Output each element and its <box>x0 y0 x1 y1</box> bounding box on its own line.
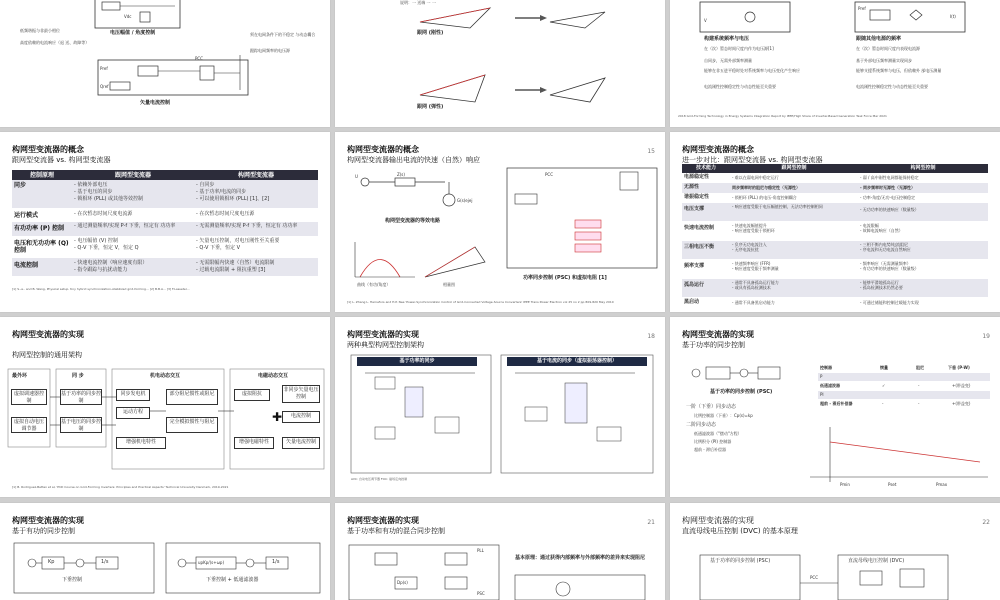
bullet: 低通滤波器（"摆动"方程） <box>694 431 742 436</box>
row-a: - 在次暂态时间尺度电流源 <box>74 211 133 217</box>
col-head: 跟网型控制 <box>730 164 858 173</box>
row-a: 同步频率时的阻尼与稳定性（无源性） <box>732 185 800 190</box>
row-a: - 通常不具备黑启动能力 <box>732 300 775 305</box>
bullet: 能够在非五进平稳时处对系统频率与电压变化产生响应 <box>704 68 800 73</box>
bullet: 基于外部电压频率测量实现同步 <box>856 58 912 63</box>
row-b: - 可通过储能和控制过载能力实现 <box>860 300 919 305</box>
label-pmax: Pmax <box>936 482 948 487</box>
row-key: 电源稳定性 <box>684 174 710 180</box>
bullet: 在（次）暂态时间尺度内作为电压源[1] <box>704 46 774 51</box>
slide-9[interactable] <box>670 317 1000 497</box>
slide-12-diagram <box>670 503 1000 600</box>
caption-vector-current: 矢量电流控制 <box>140 100 171 106</box>
principle-text: 基本原理：通过获得内部频率与外部频率的差异来实现阻尼 <box>515 555 646 561</box>
footnote: [1] S.-a.. and B. Wang, Physical setup. tiny hybrid synchronization-stabilized grid-forming... [2] B.B.A... [3] F.Lasseter... <box>12 287 190 291</box>
row-b: - 矢量电压控制，对电压刚性至关重要 - Q-V 下垂，恒定 V <box>196 238 280 251</box>
row-a: - 难以在弱电网中稳定运行 <box>732 175 779 180</box>
caption-droop: 下垂控制 <box>62 577 83 583</box>
label-int: 1/s <box>101 559 109 565</box>
table-cell: - <box>882 401 884 406</box>
row-a: - 响应速度受限于电压幅值控制，无法功率控制相同 <box>732 204 823 209</box>
label-pmin: Pmin <box>840 482 850 487</box>
slide-subtitle: 进一步对比：跟网型变流器 vs. 构网型变流器 <box>682 156 823 164</box>
label-qref: Qref <box>100 84 109 89</box>
col-head: 构网型变流器 <box>194 170 318 180</box>
table-cell: 超前 - 滞后补偿器 <box>820 401 853 406</box>
bullet: 比例积分 (PI) 控制器 <box>694 439 732 444</box>
label-i: I(t) <box>950 14 956 19</box>
row-a: - 快速频率响应 (FFR) - 响应速度受限于频率测量 <box>732 261 779 271</box>
box: 增强电磁特性 <box>234 437 274 449</box>
svg-text:✚: ✚ <box>272 410 283 424</box>
slide-title: 构网型变流器的概念 <box>347 145 419 154</box>
box: 虚拟阻抗 <box>234 389 270 401</box>
bullet: 在（次）暂态时间尺度内表现电流源 <box>856 46 920 51</box>
label-ge: G(s)ejej <box>457 198 473 203</box>
slide-6[interactable] <box>670 132 1000 312</box>
row-key: 运行模式 <box>14 212 39 219</box>
label-int: 1/s <box>272 559 280 565</box>
label-psc: 基于功率的同步控制 (PSC) <box>710 558 771 564</box>
slide-subtitle: 基于功率和有功的混合同步控制 <box>347 527 445 535</box>
label-z: Z(s) <box>397 172 405 177</box>
label-psc: PSC <box>477 591 485 596</box>
col-head: 最外环 <box>12 373 28 379</box>
table-head: 下垂 (P-W) <box>948 365 970 370</box>
slide-4[interactable] <box>0 132 330 312</box>
label-pref: Pref <box>100 66 108 71</box>
row-key: 同步 <box>14 182 27 189</box>
row-a: - 快速电流幅值提升 - 响应速度受限于锁相环 <box>732 223 775 233</box>
row-a: - 负序无功电流注入 - 无序电流抗扰 <box>732 242 767 252</box>
slide-title: 构网型变流器的实现 <box>682 516 754 525</box>
label-dvc: 直流母线电压控制 (DVC) <box>848 558 905 564</box>
row-key: 快速电流控制 <box>684 225 715 231</box>
row-key: 电压和无功功率 (Q) 控制 <box>14 240 69 254</box>
bullet: 二阶同步动态 <box>686 422 717 428</box>
header-right: 基于电流的同步（虚拟振荡器控制） <box>507 357 647 366</box>
row-b: - 同步频率时无源性（无源性） <box>860 185 916 190</box>
bullet: 电流刚性控制稳定性与动态性能至关重要 <box>856 84 928 89</box>
row-key: 黑启动 <box>684 299 700 305</box>
label-pcc: PCC <box>545 172 553 177</box>
table-cell: 低通滤波器 <box>820 383 840 388</box>
caption-droop-lpf: 下垂控制 + 低通滤波器 <box>206 577 259 583</box>
bullet: 比例控制器（下垂）：Cp(s)=kp <box>694 413 753 418</box>
caption-elastic: 跟网 (弹性) <box>417 104 444 110</box>
box: 虚拟调速器控制 <box>11 389 47 405</box>
caption-phasor: 相量图 <box>443 282 455 287</box>
footnote: [1] B. Rodriguez-Bettex et al, 'PhD Course on Grid-Forming Inverters: Principles and Practical Aspects' Technical University Denmark, 2019-2021 <box>12 485 229 489</box>
top-text: 说明：一 送端 一 一 <box>400 0 436 5</box>
box: 虚拟自动电压调节器 <box>11 417 47 433</box>
row-b: - 无需限幅内快速（自然）电流限制 - 过载电流限制 + 阻抗重塑 [3] <box>196 260 275 273</box>
slide-subtitle: 直流母线电压控制 (DVC) 的基本原理 <box>682 527 798 535</box>
page-number: 18 <box>647 333 655 340</box>
row-b: - 电流限幅 - 故障电流响应（自然） <box>860 223 903 233</box>
box: 基于功率的同步控制 <box>61 391 102 404</box>
row-a: - 通过测量频率/实现 P-f 下垂，恒定有 功功率 <box>74 223 176 229</box>
row-a: - 锁相环 (PLL) 的电压-角度控制耦合 <box>732 195 797 200</box>
row-key: 电压支撑 <box>684 206 705 212</box>
table-head: 控制器 <box>820 365 832 370</box>
footer: 2018 Grid-Forming Technology in Energy Systems Integration Report by IEEE/High Share of Inverter-Based Generation Task Force Mar 2021 <box>678 114 887 118</box>
slide-title: 构网型变流器的实现 <box>347 516 419 525</box>
row-key: 电流控制 <box>14 262 39 269</box>
bullet: 超前 - 滞后补偿器 <box>694 447 726 452</box>
slide-7[interactable] <box>0 317 330 497</box>
table-head: 惯量 <box>880 365 888 370</box>
bullet: 自同步，无需外部频率测量 <box>704 58 752 63</box>
bullet: 低频谐振与非最小相位 <box>20 28 60 33</box>
label-vdc: Vdc <box>124 14 132 19</box>
slide-1[interactable] <box>0 0 330 127</box>
slide-1-diagram <box>0 0 330 127</box>
box: 部分阻尼惯性或阻尼 <box>166 389 218 405</box>
bullet: 一阶（下垂）同步动态 <box>686 404 737 410</box>
row-b: - 自同步 - 基于功率/电流的同步 - 可以使用锁相环 (PLL) [1]、[2] <box>196 182 270 202</box>
table-cell: P <box>820 374 823 379</box>
slide-8[interactable] <box>335 317 665 497</box>
slide-11-diagram <box>335 503 665 600</box>
slide-3[interactable] <box>670 0 1000 127</box>
slide-title: 构网型变流器的概念 <box>12 145 84 154</box>
table-cell: - <box>918 401 920 406</box>
slide-10-diagram <box>0 503 330 600</box>
caption-curve: 曲线（有功/角度） <box>357 282 391 287</box>
table-cell: +(带益变) <box>952 383 971 388</box>
header-left: 基于功率的同步 <box>357 357 477 366</box>
box: 同步发电机 <box>116 389 150 401</box>
row-b: - 三相不衡内电势/电流阻尼 - 序电流和无功电流自然响应 <box>860 242 911 252</box>
caption-voltage-angle: 电压幅值 / 角度控制 <box>110 30 156 36</box>
slide-title: 构网型变流器的实现 <box>12 330 84 339</box>
bullet: 跟踪电网频率的电压源 <box>250 48 290 53</box>
row-b: - 无需测量频率/实现 P-f 下垂，恒定有 功功率 <box>196 223 298 229</box>
caption-psc: 功率同步控制 (PSC) 和虚拟电阻 [1] <box>523 275 607 281</box>
row-b: - 功率-角度/无功-电压控制稳定 <box>860 195 915 200</box>
row-a: - 通常不具备孤岛运行能力 - 或具有孤岛检测技术 <box>732 280 779 290</box>
row-b: - 在次暂态时间尺度电压源 <box>196 211 255 217</box>
col-head: 机电动态交互 <box>150 373 181 379</box>
label-lpf: upKp/(s+ωp) <box>198 560 225 565</box>
table-cell: +(带益变) <box>952 401 971 406</box>
page-number: 22 <box>982 519 990 526</box>
page-number: 15 <box>647 148 655 155</box>
slide-subtitle: 两种典型构网型控制架构 <box>347 341 424 349</box>
slide-10[interactable] <box>0 503 330 600</box>
legend: AVC: 自动电压调节器 FOC: 磁场定向控制 <box>351 477 408 481</box>
box: 增强机电特性 <box>116 437 166 449</box>
row-b: - 无功功率的快速响应（数量级） <box>860 207 919 212</box>
page-number: 21 <box>647 519 655 526</box>
heading-right: 跟随其他电源的频率 <box>856 36 902 42</box>
bullet: 能够支援系统频率与电压，但依赖外 部电压测量 <box>856 68 942 73</box>
slide-3-diagram <box>670 0 1000 127</box>
row-a: - 快速电流控制（响应速度有限） - 指令跟踪与抗扰动能力 <box>74 260 148 273</box>
row-key: 三相电压不衡 <box>684 244 715 250</box>
col-head: 跟网型变流器 <box>72 170 194 180</box>
label-dp: Dp(s) <box>397 580 408 585</box>
row-a: - 依赖外部电压 - 基于电压的同步 - 锁相环 (PLL) 或其他等效控制 <box>74 182 144 202</box>
caption-rigid: 跟网 (刚性) <box>417 30 444 36</box>
row-key: 孤岛运行 <box>684 282 705 288</box>
row-key: 谐振稳定性 <box>684 194 710 200</box>
row-key: 无源性 <box>684 184 700 190</box>
label-pref: Pref <box>858 6 866 11</box>
col-head: 构网型控制 <box>858 164 988 173</box>
table-cell: PI <box>820 392 824 397</box>
slide-title: 构网型变流器的实现 <box>682 330 754 339</box>
label-pset: Pset <box>888 482 897 487</box>
box: 矢量电流控制 <box>282 437 320 449</box>
label-kp: Kp <box>48 559 55 565</box>
row-b: - 弱 / 高中刚性电网都能保持稳定 <box>860 175 919 180</box>
slide-title: 构网型变流器的概念 <box>682 145 754 154</box>
label-v: V <box>704 18 707 23</box>
slide-2[interactable] <box>335 0 665 127</box>
slide-subtitle: 基于有功的同步控制 <box>12 527 75 535</box>
slide-12[interactable] <box>670 503 1000 600</box>
col-head: 控制原理 <box>12 170 72 180</box>
page-number: 19 <box>982 333 990 340</box>
bullet: 电流刚性控制稳定性与动态性能至关重要 <box>704 84 776 89</box>
slide-subtitle: 跟网型变流器 vs. 构网型变流器 <box>12 156 111 164</box>
bullet: 高度依赖的电流响应（退 送、故障等） <box>20 40 90 45</box>
box: 完全模拟惯性与阻尼 <box>166 417 218 433</box>
box: 电流控制 <box>282 411 320 423</box>
heading-left: 构建系统频率与电压 <box>704 36 750 42</box>
label-pcc: PCC <box>810 575 818 580</box>
caption-circuit: 构网型变流器的等效电路 <box>385 218 441 224</box>
box: 基于电压的同步控制 <box>61 419 102 432</box>
table-cell: ✓ <box>882 383 886 388</box>
slide-subtitle: 基于功率的同步控制 <box>682 341 745 349</box>
col-head: 同 步 <box>72 373 84 379</box>
slide-8-diagram <box>335 317 665 497</box>
slide-subtitle: 构网型控制的通用架构 <box>12 351 82 359</box>
row-key: 频率支撑 <box>684 263 705 269</box>
table-head: 阻尼 <box>916 365 924 370</box>
label-u: U <box>355 174 358 179</box>
label-pcc: PCC <box>195 56 203 61</box>
box: 运动方程 <box>116 407 150 419</box>
table-cell: - <box>918 383 920 388</box>
row-b: - 能够平滑地孤岛运行 - 孤岛检测技术仍然必要 <box>860 280 903 290</box>
slide-title: 构网型变流器的实现 <box>347 330 419 339</box>
slide-7-diagram <box>0 317 330 497</box>
col-head: 电磁动态交互 <box>258 373 289 379</box>
row-b: - 频率响应（无需测量频率） - 有功功率的快速响应（数量级） <box>860 261 919 271</box>
label-pll: PLL <box>477 548 484 553</box>
slide-11[interactable] <box>335 503 665 600</box>
slide-5[interactable] <box>335 132 665 312</box>
slide-subtitle: 构网型变流器输出电流的快速（自然）响应 <box>347 156 480 164</box>
footnote: [1] L. Zhang L. Harnefors and H.P. Nee 'Power-Synchronization Control of Grid-Connected Voltage-Source Converters' IEEE Trans Power Electron vol 25 no 2 pp 809-820 May 2010 <box>347 300 614 304</box>
box: 非同步矢量电压控制 <box>282 385 320 403</box>
slide-2-diagram <box>335 0 665 127</box>
psc-caption: 基于功率的同步控制 (PSC) <box>710 389 773 395</box>
slide-title: 构网型变流器的实现 <box>12 516 84 525</box>
bullet: 须在电网条件下的不稳定 与动态耦合 <box>250 32 316 37</box>
row-key: 有功功率 (P) 控制 <box>14 225 65 232</box>
row-a: - 电压幅值 (V) 控制 - Q-V 下垂，恒定 V，恒定 Q <box>74 238 139 251</box>
col-head: 技术能力 <box>682 164 730 173</box>
